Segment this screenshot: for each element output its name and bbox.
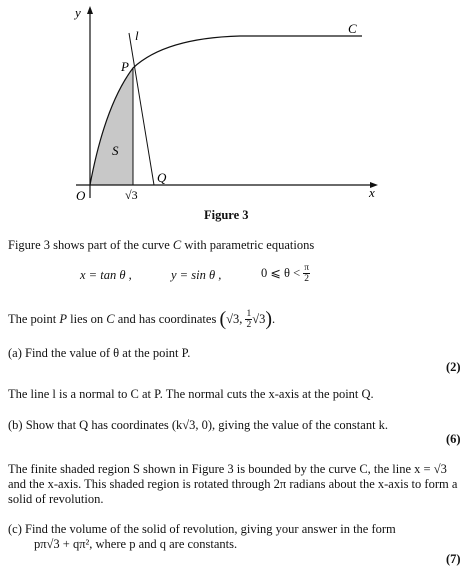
curve-c-label: C	[348, 21, 357, 36]
x-axis-label: x	[369, 185, 375, 200]
y-axis-arrow	[87, 6, 93, 14]
figure-caption: Figure 3	[204, 208, 249, 222]
equation-range: 0 ⩽ θ < $\frac{\pi}{2}$	[261, 263, 310, 284]
intro-text: Figure 3 shows part of the curve C with parametric equations	[8, 238, 315, 252]
y-axis-label: y	[75, 5, 81, 20]
region-line-1: The finite shaded region S shown in Figure 3 is bounded by the curve C, the line x = √3	[8, 462, 447, 476]
part-c-question-line-1: (c) Find the volume of the solid of revolution, giving your answer in the form	[8, 522, 396, 536]
normal-statement: The line l is a normal to C at P. The normal cuts the x-axis at the point Q.	[8, 387, 374, 401]
point-q-label: Q	[157, 170, 167, 185]
part-b-marks: (6)	[446, 432, 461, 446]
origin-label: O	[76, 188, 86, 203]
region-s-label: S	[112, 143, 119, 158]
region-line-2: and the x-axis. This shaded region is rotated through 2π radians about the x-axis to form a	[8, 477, 458, 491]
line-l-label: l	[135, 28, 139, 43]
figure-3-graph	[0, 0, 474, 210]
point-p-statement: The point P lies on C and has coordinates (√3, $\frac{1}{2}$ √3).	[8, 308, 276, 330]
part-b-question: (b) Show that Q has coordinates (k√3, 0), giving the value of the constant k.	[8, 418, 389, 432]
part-c-question-line-2: pπ√3 + qπ², where p and q are constants.	[34, 537, 238, 551]
equation-x: x = tan θ ,	[80, 268, 132, 282]
point-p-label: P	[121, 59, 129, 74]
tick-root3-label: √3	[125, 188, 138, 202]
part-a-question: (a) Find the value of θ at the point P.	[8, 346, 191, 360]
region-line-3: solid of revolution.	[8, 492, 104, 506]
part-c-marks: (7)	[446, 552, 461, 566]
shaded-region-s	[90, 68, 133, 185]
part-a-marks: (2)	[446, 360, 461, 374]
equation-y: y = sin θ ,	[171, 268, 222, 282]
